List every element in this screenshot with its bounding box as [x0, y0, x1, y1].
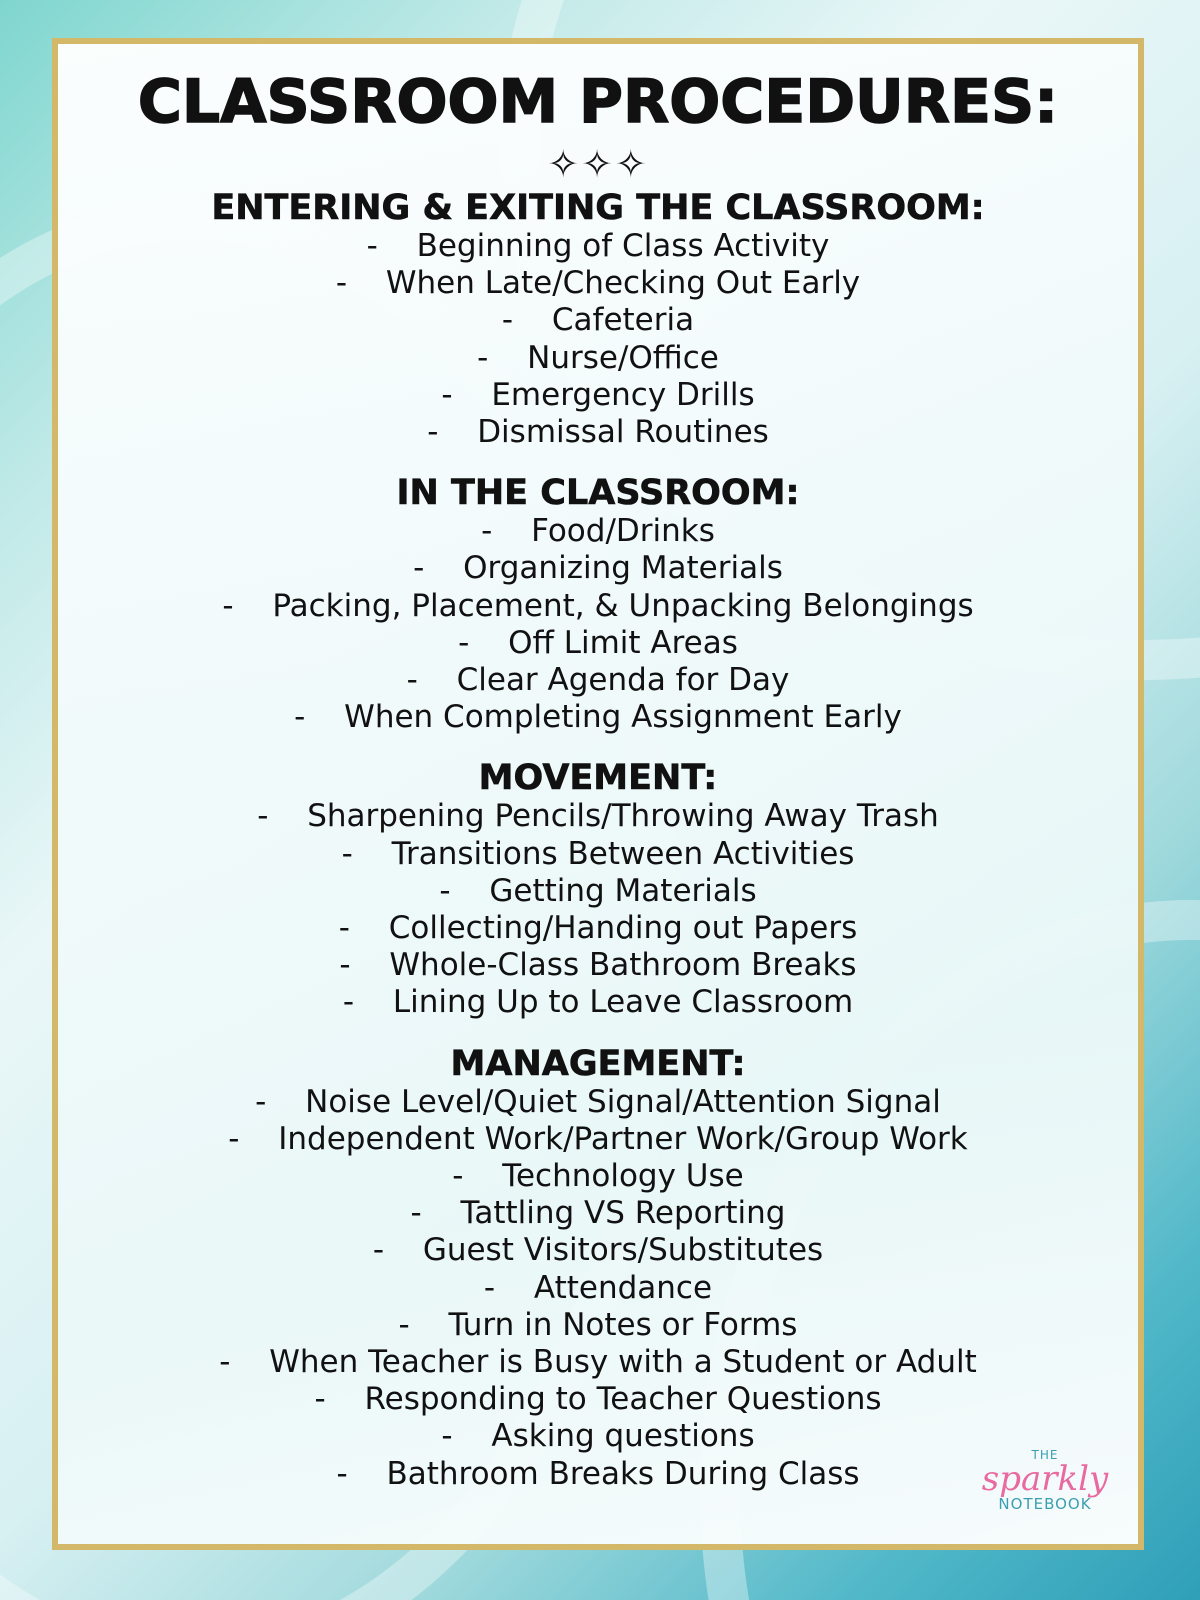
section-heading: MANAGEMENT: [450, 1043, 746, 1084]
procedure-section [58, 188, 1138, 451]
bullet-dash: - [255, 1083, 267, 1120]
bullet-dash: - [458, 624, 470, 661]
list-item [58, 1232, 1138, 1269]
procedure-list [58, 513, 1138, 736]
procedure-list [58, 228, 1138, 451]
list-item-text: When Teacher is Busy with a Student or Adult [269, 1344, 977, 1381]
list-item-text: Cafeteria [551, 302, 695, 339]
list-item-text: Guest Visitors/Substitutes [422, 1232, 824, 1269]
list-item [58, 1381, 1138, 1418]
list-item [58, 1195, 1138, 1232]
bullet-dash: - [372, 1232, 384, 1269]
list-item-text: Collecting/Handing out Papers [388, 910, 858, 947]
list-item [58, 1158, 1138, 1195]
bullet-dash: - [439, 872, 451, 909]
logo-notebook: NOTEBOOK [998, 1495, 1092, 1513]
list-item [58, 910, 1138, 947]
list-item [58, 340, 1138, 377]
bullet-dash: - [314, 1381, 326, 1418]
list-item-text: Noise Level/Quiet Signal/Attention Signal [305, 1083, 941, 1120]
list-item-text: Bathroom Breaks During Class [386, 1455, 860, 1492]
list-item-text: Clear Agenda for Day [456, 662, 790, 699]
list-item-text: Emergency Drills [491, 376, 755, 413]
list-item [58, 699, 1138, 736]
bullet-dash: - [481, 513, 493, 550]
logo-sparkly: sparkly [981, 1459, 1109, 1499]
section-heading: ENTERING & EXITING THE CLASSROOM: [211, 188, 985, 228]
bullet-dash: - [222, 587, 234, 624]
list-item-text: Technology Use [502, 1158, 744, 1195]
bullet-dash: - [366, 228, 378, 264]
list-item [58, 662, 1138, 699]
list-item [58, 625, 1138, 662]
list-item [58, 414, 1138, 451]
bullet-dash: - [219, 1344, 231, 1381]
list-item [58, 873, 1138, 910]
list-item [58, 1084, 1138, 1121]
logo-the: THE [1031, 1448, 1059, 1462]
list-item-text: Dismissal Routines [477, 414, 769, 451]
bullet-dash: - [483, 1269, 496, 1306]
bullet-dash: - [257, 798, 269, 835]
list-item-text: Whole-Class Bathroom Breaks [389, 947, 857, 984]
list-item-text: Tattling VS Reporting [460, 1195, 786, 1232]
list-item-text: Food/Drinks [531, 513, 715, 550]
bullet-dash: - [341, 835, 353, 872]
list-item [58, 265, 1138, 302]
list-item [58, 1344, 1138, 1381]
list-item-text: When Late/Checking Out Early [385, 265, 861, 302]
list-item-text: Off Limit Areas [508, 624, 738, 661]
list-item-text: Responding to Teacher Questions [364, 1381, 882, 1418]
bullet-dash: - [342, 984, 355, 1021]
list-item [58, 1307, 1138, 1344]
section-heading: IN THE CLASSROOM: [396, 473, 800, 514]
page-title: CLASSROOM PROCEDURES: [137, 67, 1059, 137]
sparkle-ornament-icon: ✧✧✧ [547, 142, 649, 186]
list-item-text: Turn in Notes or Forms [448, 1306, 798, 1343]
list-item [58, 513, 1138, 550]
procedure-list [58, 1084, 1138, 1493]
list-item-text: Beginning of Class Activity [416, 228, 830, 264]
list-item-text: Transitions Between Activities [391, 835, 855, 872]
procedure-section [58, 1044, 1138, 1493]
list-item-text: Sharpening Pencils/Throwing Away Trash [307, 798, 939, 835]
bullet-dash: - [406, 662, 418, 699]
procedures-card [52, 38, 1144, 1550]
list-item-text: Lining Up to Leave Classroom [392, 984, 854, 1021]
list-item [58, 798, 1138, 835]
bullet-dash: - [398, 1306, 410, 1343]
bullet-dash: - [339, 947, 351, 984]
list-item-text: Asking questions [491, 1418, 755, 1455]
sparkly-notebook-logo [970, 1448, 1120, 1528]
list-item-text: Attendance [533, 1269, 713, 1306]
procedure-section [58, 473, 1138, 736]
bullet-dash: - [441, 376, 453, 413]
list-item [58, 588, 1138, 625]
bullet-dash: - [335, 265, 348, 302]
bullet-dash: - [427, 414, 439, 451]
list-item-text: Nurse/Office [527, 339, 719, 376]
bullet-dash: - [413, 550, 425, 587]
list-item [58, 302, 1138, 339]
bullet-dash: - [336, 1455, 348, 1492]
list-item-text: Independent Work/Partner Work/Group Work [278, 1120, 968, 1157]
bullet-dash: - [501, 302, 514, 339]
list-item [58, 1121, 1138, 1158]
list-item [58, 984, 1138, 1021]
procedure-section [58, 758, 1138, 1021]
bullet-dash: - [410, 1195, 422, 1232]
list-item [58, 947, 1138, 984]
list-item [58, 836, 1138, 873]
list-item-text: When Completing Assignment Early [344, 699, 902, 736]
list-item-text: Getting Materials [489, 872, 757, 909]
bullet-dash: - [441, 1418, 453, 1455]
section-heading: MOVEMENT: [478, 758, 718, 799]
bullet-dash: - [338, 910, 350, 947]
procedure-list [58, 798, 1138, 1021]
bullet-dash: - [228, 1120, 240, 1157]
sections-container [58, 188, 1138, 1493]
list-item [58, 377, 1138, 414]
list-item [58, 550, 1138, 587]
bullet-dash: - [452, 1158, 464, 1195]
list-item-text: Organizing Materials [463, 550, 783, 587]
list-item [58, 228, 1138, 265]
bullet-dash: - [477, 339, 489, 376]
list-item-text: Packing, Placement, & Unpacking Belongings [272, 587, 974, 624]
bullet-dash: - [294, 699, 306, 736]
list-item [58, 1270, 1138, 1307]
